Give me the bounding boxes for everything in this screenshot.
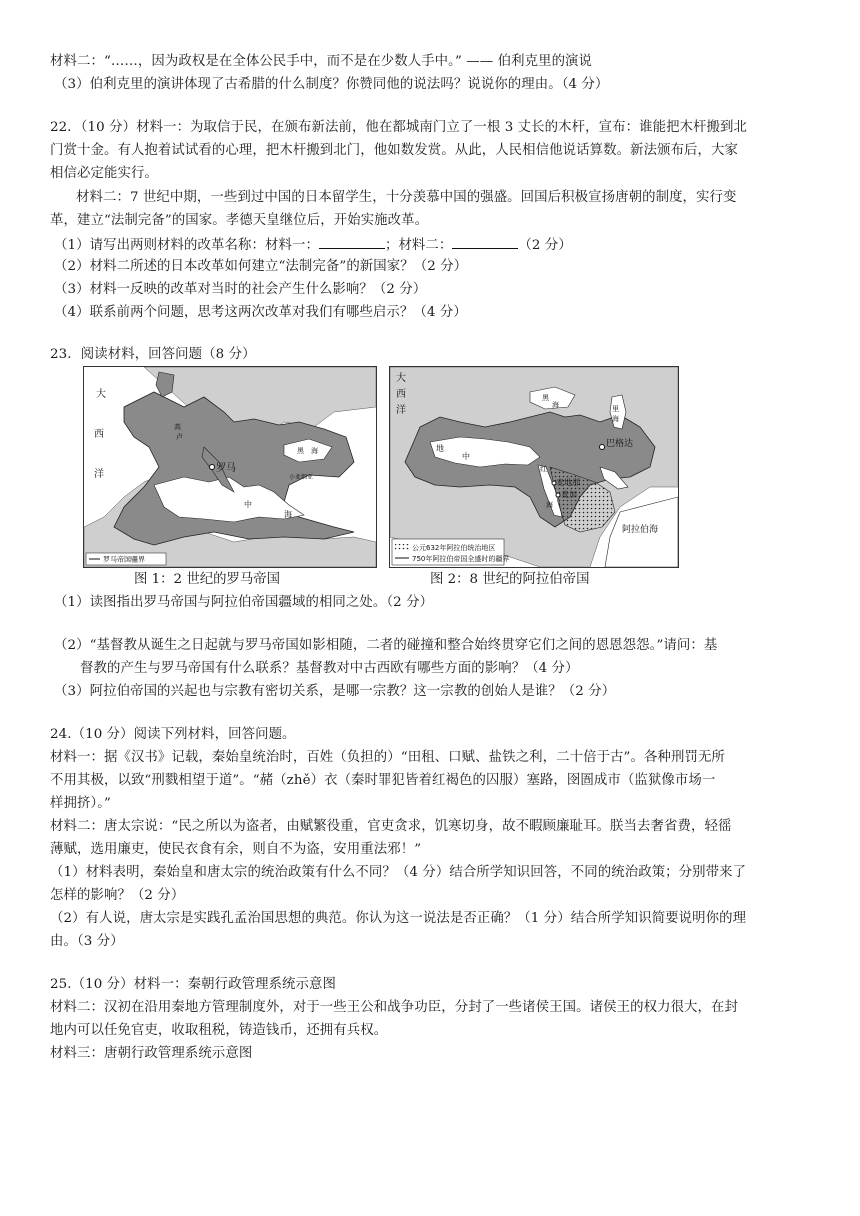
map2-label: 地 [436, 444, 444, 453]
map2-label: 西 [396, 389, 406, 400]
map1-label: 卢 [176, 433, 183, 441]
question-21-3: （3）伯利克里的演讲体现了古希腊的什么制度？你赞同他的说法吗？说说你的理由。（4 分） [54, 77, 609, 92]
question-22-line3: 相信必定能实行。 [50, 166, 158, 181]
map-1-caption: 图 1：2 世纪的罗马帝国 [134, 572, 281, 587]
question-24-header: 24.（10 分）阅读下列材料，回答问题。 [50, 727, 296, 742]
question-24-material-1b: 不用其极，以致“刑戮相望于道”。“赭（zhě）衣（秦时罪犯皆着红褐色的囚服）塞路，囹圄成市（监狱像市场一 [50, 773, 716, 788]
question-24-material-2b: 薄赋，选用廉吏，使民衣食有余，则自不为盗，安用重法邪！” [50, 842, 422, 857]
question-24-material-2: 材料二：唐太宗说：“民之所以为盗者，由赋繁役重，官吏贪求，饥寒切身，故不暇顾廉耻耳。朕当去奢省费，轻徭 [50, 819, 732, 834]
map1-label: 黑 [297, 447, 304, 455]
map1-label: 洋 [94, 469, 104, 480]
map1-label: 高 [174, 423, 181, 431]
question-22-1-text-c: （2 分） [518, 238, 572, 253]
material-2-pericles: 材料二：“……，因为政权是在全体公民手中，而不是在少数人手中。” —— 伯利克里的演说 [50, 54, 593, 69]
answer-blank-1[interactable] [319, 234, 385, 249]
map2-label: 海 [612, 415, 619, 423]
map2-label: 海 [546, 501, 553, 509]
question-24-2: （2）有人说，唐太宗是实践孔孟治国思想的典范。你认为这一说法是否正确？（1 分）结合所学知识简要说明你的理 [50, 911, 747, 926]
question-24-2-cont: 由。（3 分） [50, 934, 124, 949]
question-22-1-text-a: （1）请写出两则材料的改革名称：材料一： [54, 238, 319, 253]
map2-label-baghdad: 巴格达 [606, 439, 634, 449]
map1-label: 大 [96, 389, 106, 400]
map2-label: 阿拉伯海 [622, 525, 659, 535]
question-22-3: （3）材料一反映的改革对当时的社会产生什么影响？（2 分） [54, 282, 427, 297]
map2-label: 海 [552, 401, 559, 409]
question-22-line2: 门赏十金。有人抱着试试看的心理，把木杆搬到北门，他如数发赏。从此，人民相信他说话算数。新法颁布后，大家 [50, 143, 739, 158]
map-arab-empire [389, 366, 679, 568]
question-23-2: （2）“基督教从诞生之日起就与罗马帝国如影相随，二者的碰撞和整合始终贯穿它们之间的恩恩怨怨。”请问：基 [54, 638, 718, 653]
question-22-4: （4）联系前两个问题，思考这两次改革对我们有哪些启示？（4 分） [54, 305, 467, 320]
map2-label: 大 [396, 373, 406, 384]
map2-label-medina: 麦地那 [556, 478, 580, 487]
map-roman-empire [83, 366, 377, 568]
answer-blank-2[interactable] [452, 234, 518, 249]
map2-legend-label-1: 公元632年阿拉伯统治地区 [412, 544, 496, 552]
map2-label: 里 [612, 405, 619, 413]
question-23-3: （3）阿拉伯帝国的兴起也与宗教有密切关系，是哪一宗教？这一宗教的创始人是谁？（2 分） [54, 684, 616, 699]
question-22-header: 22．（10 分）材料一：为取信于民，在颁布新法前，他在都城南门立了一根 3 丈长的木杆，宣布：谁能把木杆搬到北 [50, 120, 748, 135]
question-22-1-text-b: ；材料二： [384, 238, 453, 253]
map1-label: 西 [94, 429, 104, 440]
question-23-2-cont: 督教的产生与罗马帝国有什么联系？基督教对中古西欧有哪些方面的影响？（4 分） [80, 661, 579, 676]
map2-label: 红 [540, 465, 547, 473]
question-23-1: （1）读图指出罗马帝国与阿拉伯帝国疆域的相同之处。（2 分） [54, 595, 434, 610]
map1-label-rome: 罗马 [216, 463, 236, 474]
question-23-header: 23．阅读材料，回答问题（8 分） [50, 347, 256, 362]
map1-label: 中 [244, 500, 252, 509]
question-25-material-2b: 地内可以任免官吏，收取租税，铸造钱币，还拥有兵权。 [50, 1023, 388, 1038]
question-22-1 [54, 234, 572, 256]
question-25-material-3: 材料三：唐朝行政管理系统示意图 [50, 1046, 253, 1061]
question-25-material-2: 材料二：汉初在沿用秦地方管理制度外，对于一些王公和战争功臣，分封了一些诸侯王国。诸侯王的权力很大，在封 [50, 1000, 739, 1015]
map2-label: 中 [462, 452, 470, 461]
map2-label-mecca: 麦加 [561, 490, 577, 499]
map-2-caption: 图 2：8 世纪的阿拉伯帝国 [430, 572, 590, 587]
question-22-material-2: 材料二：7 世纪中期，一些到过中国的日本留学生，十分羡慕中国的强盛。回国后积极宣扬唐朝的制度，实行变 [76, 190, 737, 205]
question-24-material-1c: 样拥挤）。” [50, 796, 111, 811]
map2-legend-label-2: 750年阿拉伯帝国全盛时的疆界 [412, 555, 510, 563]
question-24-1: （1）材料表明，秦始皇和唐太宗的统治政策有什么不同？（4 分）结合所学知识回答，不同的统治政策；分别带来了 [50, 865, 747, 880]
map1-label: 海 [311, 447, 318, 455]
question-22-2: （2）材料二所述的日本改革如何建立“法制完备”的新国家？（2 分） [54, 259, 468, 274]
map2-legend-swatch [395, 544, 409, 550]
map1-label: 小亚细亚 [289, 474, 314, 481]
question-24-1-cont: 怎样的影响？（2 分） [50, 888, 185, 903]
map1-label: 海 [284, 510, 292, 519]
map2-label: 黑 [542, 394, 549, 402]
question-22-material-2b: 革，建立“法制完备”的国家。孝德天皇继位后，开始实施改革。 [50, 213, 429, 228]
question-25-header: 25.（10 分）材料一：秦朝行政管理系统示意图 [50, 977, 337, 992]
map1-legend-label: 罗马帝国疆界 [103, 555, 145, 564]
question-24-material-1: 材料一：据《汉书》记载，秦始皇统治时，百姓（负担的）“田租、口赋、盐铁之利，二十倍于古”。各种刑罚无所 [50, 750, 725, 765]
map2-label: 洋 [396, 405, 406, 416]
